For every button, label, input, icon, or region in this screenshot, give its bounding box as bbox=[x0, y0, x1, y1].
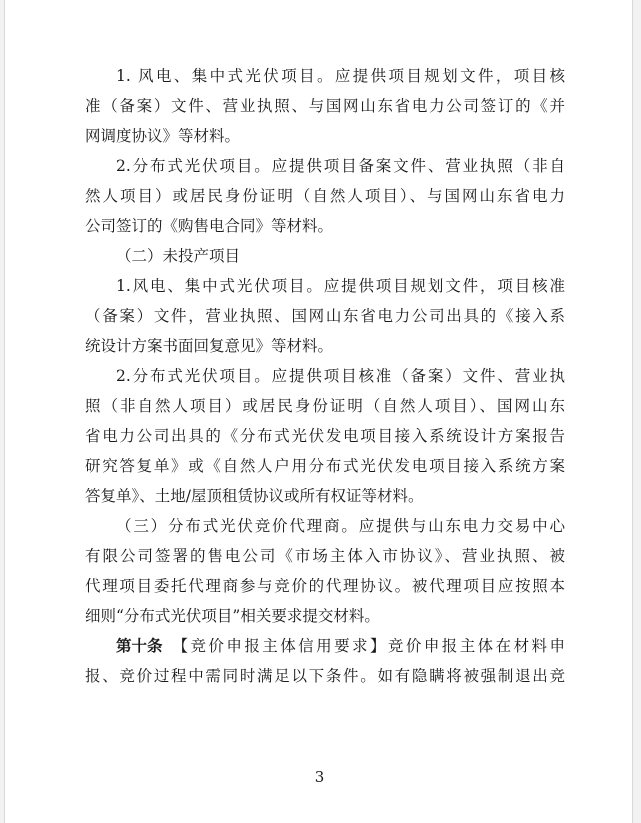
text-line: 照（非自然人项目）或居民身份证明（自然人项目）、国网山东 bbox=[85, 397, 565, 415]
text-line: （备案）文件，营业执照、国网山东省电力公司出具的《接入系 bbox=[85, 307, 565, 325]
text-line: （三）分布式光伏竞价代理商。应提供与山东电力交易中心 bbox=[116, 517, 565, 535]
text-line: 网调度协议》等材料。 bbox=[85, 127, 241, 145]
text-line: 【竞价申报主体信用要求】竞价申报主体在材料申 bbox=[172, 637, 565, 655]
text-line: 答复单》、土地/屋顶租赁协议或所有权证等材料。 bbox=[85, 487, 424, 505]
text-line: 省电力公司出具的《分布式光伏发电项目接入系统设计方案报告 bbox=[85, 427, 565, 445]
text-line: 报、竞价过程中需同时满足以下条件。如有隐瞒将被强制退出竞 bbox=[85, 667, 565, 685]
text-line: 公司签订的《购售电合同》等材料。 bbox=[85, 217, 334, 235]
text-line: 然人项目）或居民身份证明（自然人项目）、与国网山东省电力 bbox=[85, 187, 565, 205]
text-line: 研究答复单》或《自然人户用分布式光伏发电项目接入系统方案 bbox=[85, 457, 565, 475]
text-line: 1.风电、集中式光伏项目。应提供项目规划文件，项目核准 bbox=[116, 277, 565, 295]
article-line bbox=[116, 632, 565, 660]
article-label: 第十条 bbox=[116, 636, 163, 655]
text-line: 准（备案）文件、营业执照、与国网山东省电力公司签订的《并 bbox=[85, 97, 565, 115]
section-heading: （二）未投产项目 bbox=[116, 247, 241, 265]
text-line: 有限公司签署的售电公司《市场主体入市协议》、营业执照、被 bbox=[85, 547, 565, 565]
text-line: 2.分布式光伏项目。应提供项目核准（备案）文件、营业执 bbox=[116, 367, 565, 385]
document-page bbox=[4, 0, 633, 823]
text-line: 代理项目委托代理商参与竞价的代理协议。被代理项目应按照本 bbox=[85, 577, 565, 595]
text-line: 1. 风电、集中式光伏项目。应提供项目规划文件，项目核 bbox=[116, 67, 565, 85]
text-line: 细则“分布式光伏项目”相关要求提交材料。 bbox=[85, 607, 380, 625]
page-number: 3 bbox=[314, 768, 325, 786]
text-line: 2.分布式光伏项目。应提供项目备案文件、营业执照（非自 bbox=[116, 157, 565, 175]
text-line: 统设计方案书面回复意见》等材料。 bbox=[85, 337, 334, 355]
